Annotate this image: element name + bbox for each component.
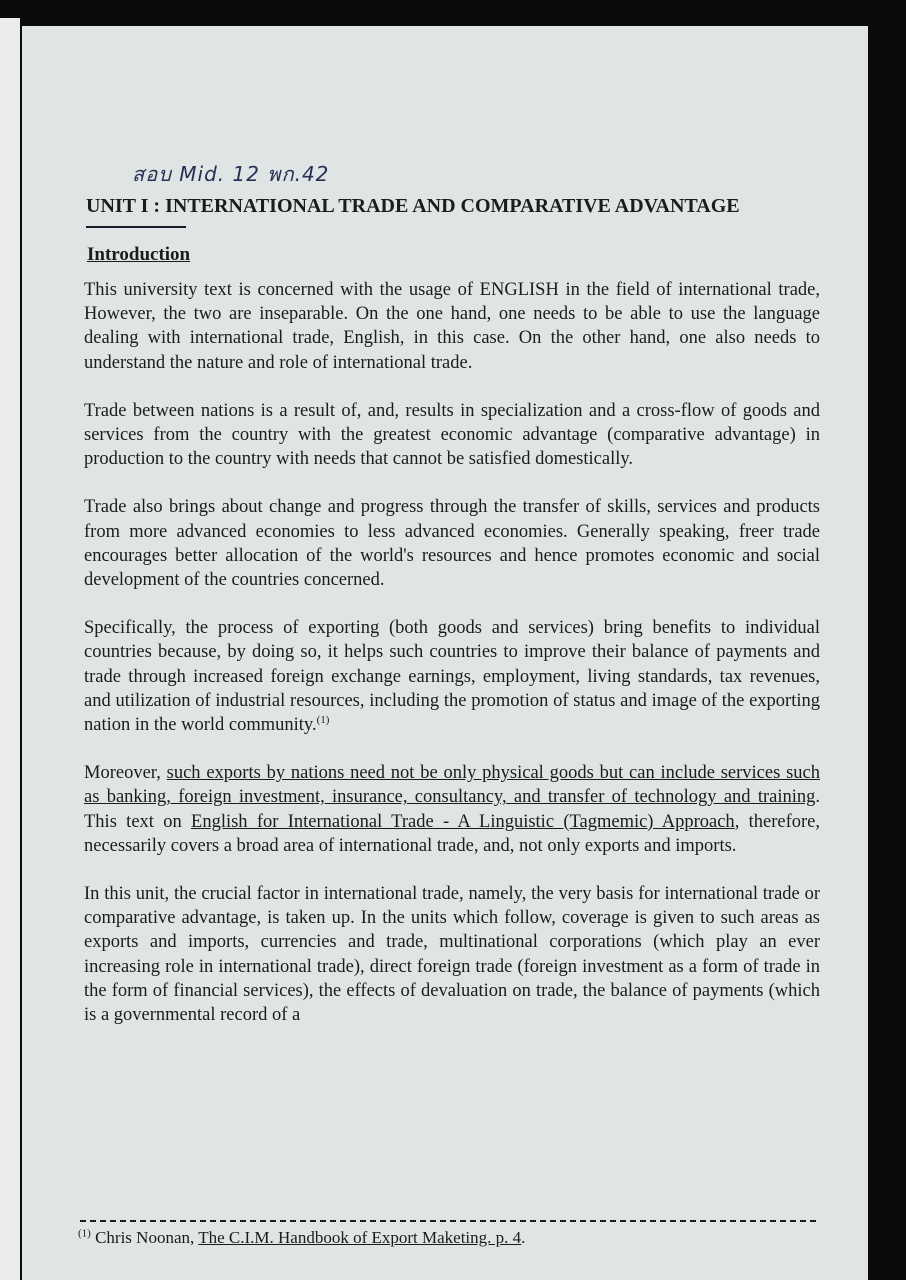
paragraph-5-end: , therefore, necessarily covers a broad area of international trade, and, not only exports and imports. [84, 811, 820, 856]
footnote [78, 1228, 818, 1248]
paragraph-5-lead: Moreover, [84, 763, 167, 784]
paragraph-6: In this unit, the crucial factor in international trade, namely, the very basis for international trade or comparative advantage, is taken up. In the units which follow, coverage is given to such areas as exports and imports, currencies and trade, multinational corporations (which play an ever increasing role in international trade), direct foreign trade (foreign investment as a form of trade in the form of financial services), the effects of devaluation on trade, the balance of payments (which is a governmental record of a [84, 884, 820, 1026]
adjacent-page-edge [0, 18, 20, 1280]
footnote-marker: (1) [78, 1227, 91, 1240]
footnote-end: . [521, 1228, 526, 1247]
paragraph-5-underlined-clause: such exports by nations need not be only physical goods but can include services such as banking, foreign investment, insurance, consultancy, and transfer of technology and training [84, 763, 820, 808]
unit-title: UNIT I : INTERNATIONAL TRADE AND COMPARATIVE ADVANTAGE [86, 195, 740, 217]
paragraph-2: Trade between nations is a result of, and, results in specialization and a cross-flow of goods and services from the country with the greatest economic advantage (comparative advantage) in production to the country with needs that cannot be satisfied domestically. [84, 400, 820, 470]
paragraph-4-text: Specifically, the process of exporting (both goods and services) bring benefits to individual countries because, by doing so, it helps such countries to improve their balance of payments and trade through increased foreign exchange earnings, employment, living standards, tax revenues, and utilization of industrial resources, including the promotion of status and image of the exporting nation in the world community. [84, 618, 820, 736]
footnote-title: The C.I.M. Handbook of Export Maketing. p. 4 [198, 1228, 522, 1247]
handwritten-underline [86, 226, 186, 228]
paragraph-5 [84, 761, 820, 858]
footnote-reference: (1) [316, 713, 330, 726]
footnote-author: Chris Noonan, [95, 1228, 195, 1247]
handwritten-note: สอบ Mid. 12 พก.42 [132, 162, 330, 186]
paragraph-3: Trade also brings about change and progress through the transfer of skills, services and products from more advanced economies to less advanced economies. Generally speaking, freer trade encourages better allocation of the world's resources and hence promotes economic and social development of the countries concerned. [84, 497, 820, 591]
paragraph-5-mid: . This text on [84, 787, 820, 832]
document-page [22, 26, 868, 1280]
footnote-divider [80, 1220, 816, 1222]
paragraph-1: This university text is concerned with the usage of ENGLISH in the field of international trade, However, the two are inseparable. On the one hand, one needs to be able to use the language dealing with international trade, English, in this case. On the other hand, one also needs to understand the nature and role of international trade. [84, 280, 820, 373]
paragraph-4 [84, 616, 820, 737]
paragraph-5-book-title: English for International Trade - A Linguistic (Tagmemic) Approach [191, 811, 735, 832]
section-heading: Introduction [87, 244, 191, 265]
body-text [84, 278, 820, 1051]
